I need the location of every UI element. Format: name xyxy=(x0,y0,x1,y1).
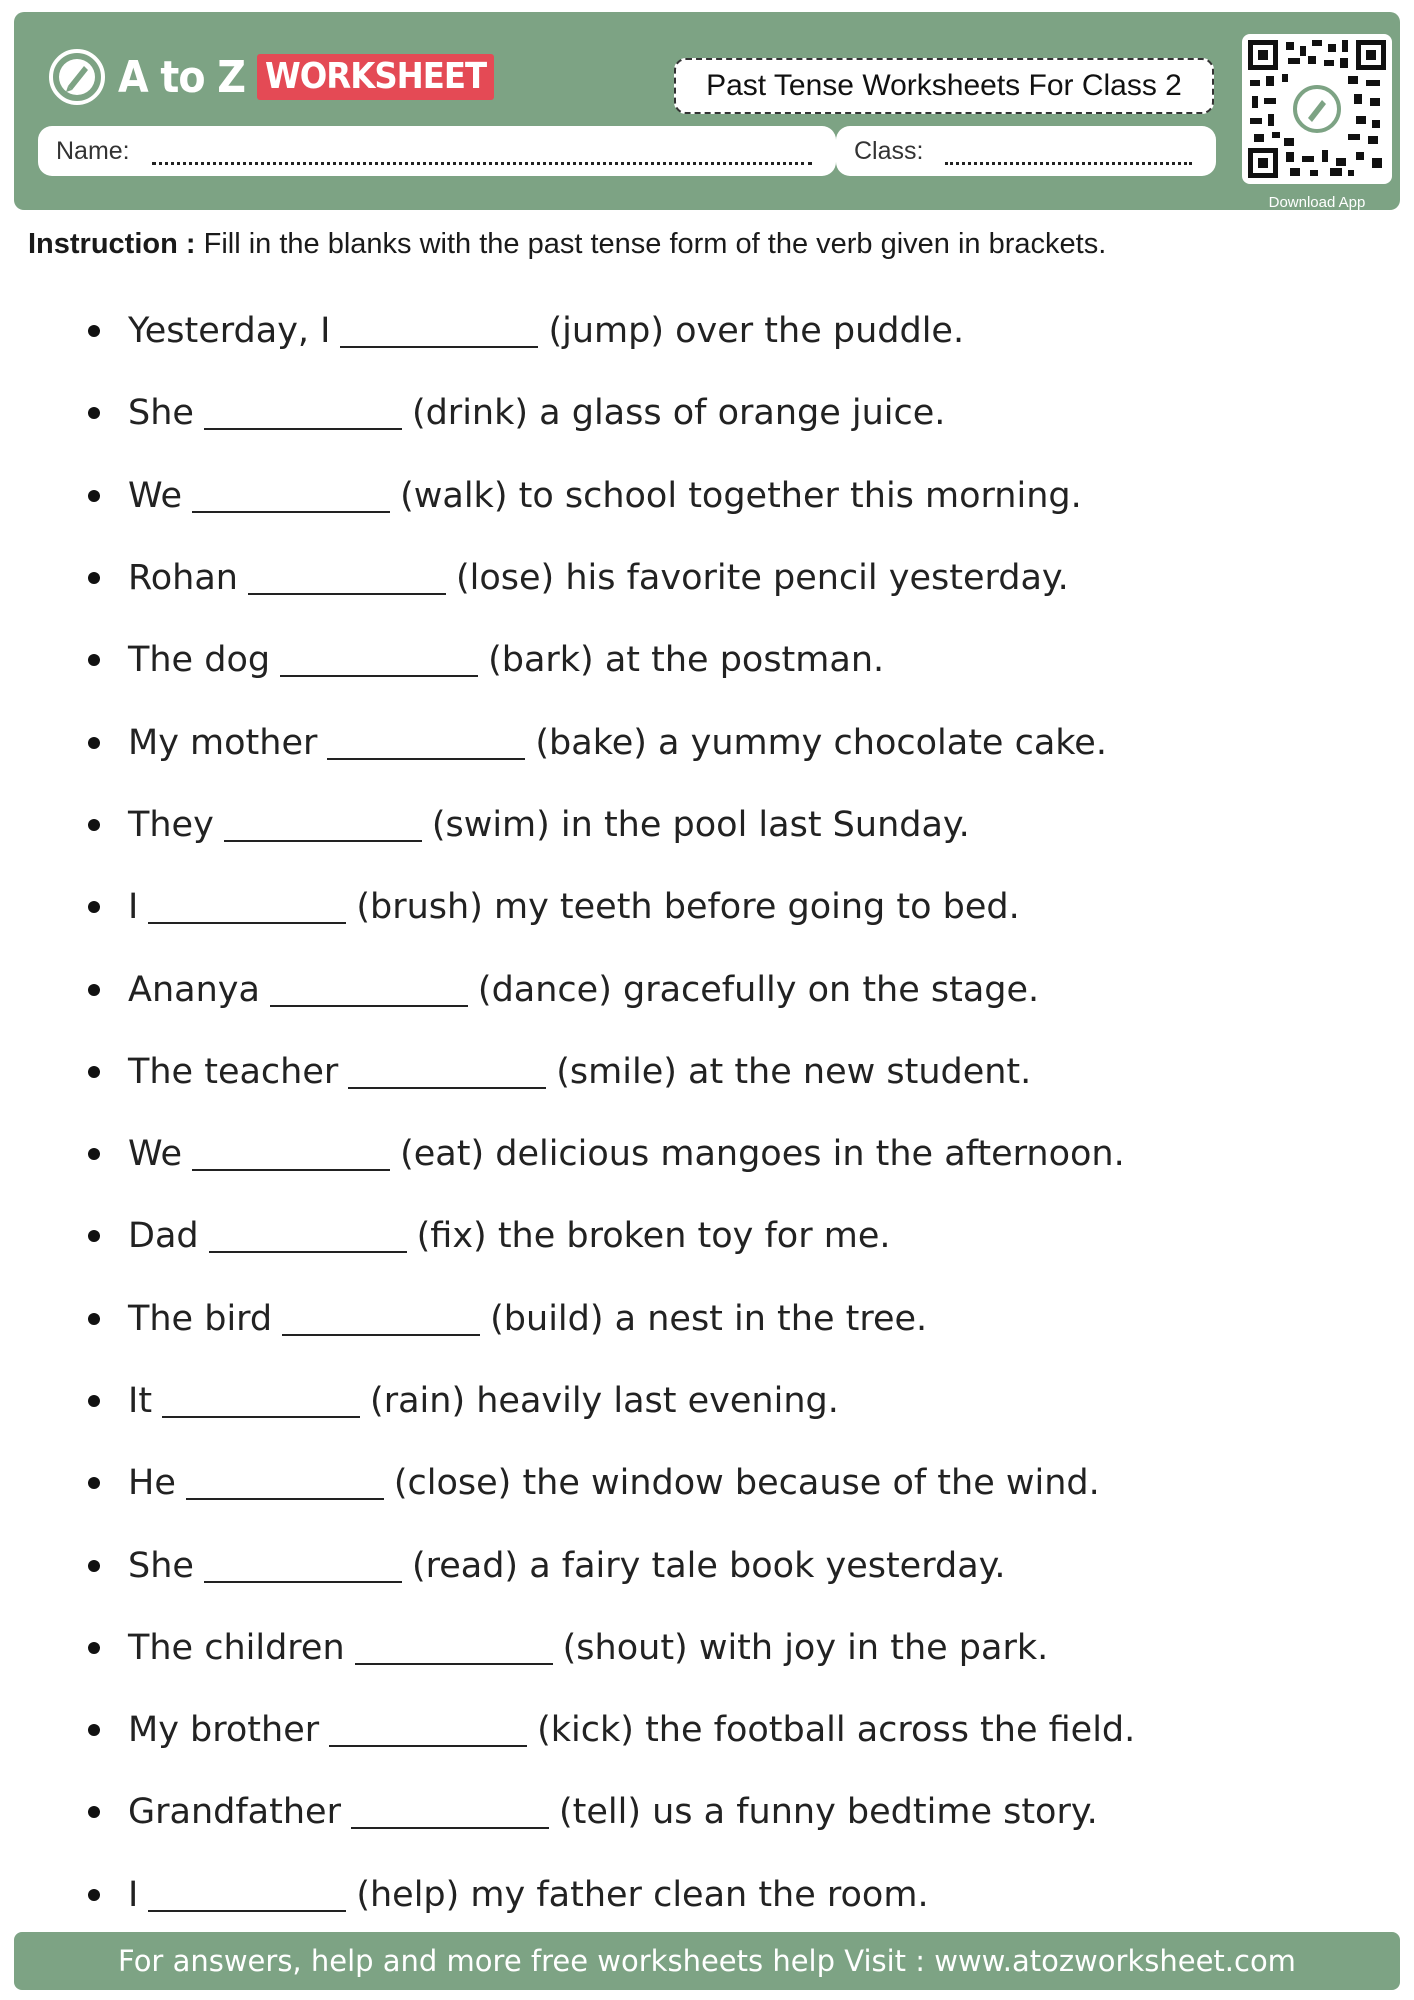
question-item xyxy=(0,1524,1414,1606)
question-item xyxy=(0,1195,1414,1277)
bullet-icon xyxy=(88,1148,100,1160)
question-item xyxy=(0,784,1414,866)
question-rest: (close) the window because of the wind. xyxy=(393,1463,1100,1504)
answer-blank[interactable] xyxy=(148,890,346,924)
question-rest: (smile) at the new student. xyxy=(556,1051,1032,1092)
bullet-icon xyxy=(88,737,100,749)
question-subject: We xyxy=(128,1134,183,1175)
bullet-icon xyxy=(88,984,100,996)
name-label: Name: xyxy=(56,136,130,165)
class-field[interactable] xyxy=(836,126,1216,176)
bullet-icon xyxy=(88,407,100,419)
bullet-icon xyxy=(88,1066,100,1078)
question-subject: The dog xyxy=(128,640,271,681)
question-subject: Dad xyxy=(128,1216,199,1257)
answer-blank[interactable] xyxy=(192,479,390,513)
instruction xyxy=(28,228,1388,261)
question-item xyxy=(0,290,1414,372)
bullet-icon xyxy=(88,819,100,831)
download-app-label[interactable]: Download App xyxy=(1268,194,1366,211)
question-rest: (eat) delicious mangoes in the afternoon. xyxy=(400,1134,1125,1175)
bullet-icon xyxy=(88,325,100,337)
question-rest: (tell) us a funny bedtime story. xyxy=(558,1792,1098,1833)
bullet-icon xyxy=(88,1313,100,1325)
worksheet-title: Past Tense Worksheets For Class 2 xyxy=(674,58,1214,114)
question-rest: (shout) with joy in the park. xyxy=(562,1627,1049,1668)
class-label: Class: xyxy=(854,136,924,165)
instruction-text: Fill in the blanks with the past tense form of the verb given in brackets. xyxy=(203,228,1107,260)
question-item xyxy=(0,1689,1414,1771)
question-rest: (jump) over the puddle. xyxy=(548,311,965,352)
question-rest: (swim) in the pool last Sunday. xyxy=(431,804,970,845)
answer-blank[interactable] xyxy=(351,1795,549,1829)
qr-code-icon xyxy=(1248,40,1386,178)
question-item xyxy=(0,701,1414,783)
answer-blank[interactable] xyxy=(224,808,422,842)
question-item xyxy=(0,1278,1414,1360)
answer-blank[interactable] xyxy=(209,1219,407,1253)
answer-blank[interactable] xyxy=(327,726,525,760)
question-list xyxy=(0,290,1414,1936)
question-subject: My mother xyxy=(128,722,318,763)
bullet-icon xyxy=(88,1889,100,1901)
name-field[interactable] xyxy=(38,126,836,176)
answer-blank[interactable] xyxy=(204,396,402,430)
name-dotted-line[interactable] xyxy=(152,138,812,165)
bullet-icon xyxy=(88,490,100,502)
question-item xyxy=(0,1442,1414,1524)
question-rest: (dance) gracefully on the stage. xyxy=(477,969,1040,1010)
question-rest: (brush) my teeth before going to bed. xyxy=(356,887,1020,928)
class-dotted-line[interactable] xyxy=(945,138,1192,165)
question-item xyxy=(0,948,1414,1030)
worksheet-header xyxy=(14,12,1400,210)
question-item xyxy=(0,1607,1414,1689)
question-item xyxy=(0,1854,1414,1936)
bullet-icon xyxy=(88,572,100,584)
question-item xyxy=(0,619,1414,701)
question-rest: (rain) heavily last evening. xyxy=(370,1381,839,1421)
question-subject: It xyxy=(128,1381,153,1421)
answer-blank[interactable] xyxy=(340,314,538,348)
question-rest: (build) a nest in the tree. xyxy=(490,1298,928,1339)
question-subject: She xyxy=(128,393,194,434)
answer-blank[interactable] xyxy=(162,1384,360,1418)
answer-blank[interactable] xyxy=(248,561,446,595)
question-subject: I xyxy=(128,887,139,928)
qr-code[interactable] xyxy=(1242,34,1392,184)
bullet-icon xyxy=(88,1395,100,1407)
question-subject: The teacher xyxy=(128,1051,339,1092)
question-rest: (read) a fairy tale book yesterday. xyxy=(411,1545,1006,1586)
answer-blank[interactable] xyxy=(280,643,478,677)
bullet-icon xyxy=(88,654,100,666)
question-subject: We xyxy=(128,475,183,516)
question-item xyxy=(0,1031,1414,1113)
bullet-icon xyxy=(88,1642,100,1654)
bullet-icon xyxy=(88,1724,100,1736)
question-rest: (drink) a glass of orange juice. xyxy=(411,393,946,434)
question-subject: She xyxy=(128,1545,194,1586)
question-subject: The children xyxy=(128,1627,345,1668)
question-subject: Grandfather xyxy=(128,1792,341,1833)
bullet-icon xyxy=(88,1230,100,1242)
question-rest: (bake) a yummy chocolate cake. xyxy=(535,722,1107,763)
question-subject: I xyxy=(128,1874,139,1915)
answer-blank[interactable] xyxy=(329,1713,527,1747)
answer-blank[interactable] xyxy=(186,1466,384,1500)
question-item xyxy=(0,455,1414,537)
bullet-icon xyxy=(88,1806,100,1818)
question-subject: He xyxy=(128,1463,176,1504)
question-subject: Ananya xyxy=(128,969,260,1010)
question-subject: The bird xyxy=(128,1298,273,1339)
question-subject: Yesterday, I xyxy=(128,311,331,352)
question-item xyxy=(0,866,1414,948)
question-item xyxy=(0,1771,1414,1853)
instruction-label: Instruction : xyxy=(28,228,196,260)
question-item xyxy=(0,537,1414,619)
question-subject: They xyxy=(128,804,214,845)
question-subject: Rohan xyxy=(128,558,238,599)
answer-blank[interactable] xyxy=(270,973,468,1007)
question-rest: (walk) to school together this morning. xyxy=(400,475,1082,516)
question-rest: (bark) at the postman. xyxy=(488,640,885,681)
question-rest: (lose) his favorite pencil yesterday. xyxy=(455,558,1069,599)
question-rest: (fix) the broken toy for me. xyxy=(416,1216,891,1257)
answer-blank[interactable] xyxy=(348,1055,546,1089)
site-logo[interactable] xyxy=(48,48,494,106)
question-subject: My brother xyxy=(128,1710,320,1751)
pencil-logo-icon xyxy=(48,48,106,106)
bullet-icon xyxy=(88,1560,100,1572)
question-item xyxy=(0,1360,1414,1442)
bullet-icon xyxy=(88,901,100,913)
answer-blank[interactable] xyxy=(192,1137,390,1171)
footer-banner[interactable]: For answers, help and more free worksheets help Visit : www.atozworksheet.com xyxy=(14,1932,1400,1990)
answer-blank[interactable] xyxy=(355,1631,553,1665)
logo-text: A to Z xyxy=(118,51,246,103)
question-item xyxy=(0,1113,1414,1195)
answer-blank[interactable] xyxy=(282,1302,480,1336)
answer-blank[interactable] xyxy=(204,1549,402,1583)
question-item xyxy=(0,372,1414,454)
bullet-icon xyxy=(88,1477,100,1489)
answer-blank[interactable] xyxy=(148,1878,346,1912)
question-rest: (help) my father clean the room. xyxy=(356,1874,929,1915)
logo-badge: WORKSHEET xyxy=(257,54,494,100)
question-rest: (kick) the football across the field. xyxy=(537,1710,1136,1751)
